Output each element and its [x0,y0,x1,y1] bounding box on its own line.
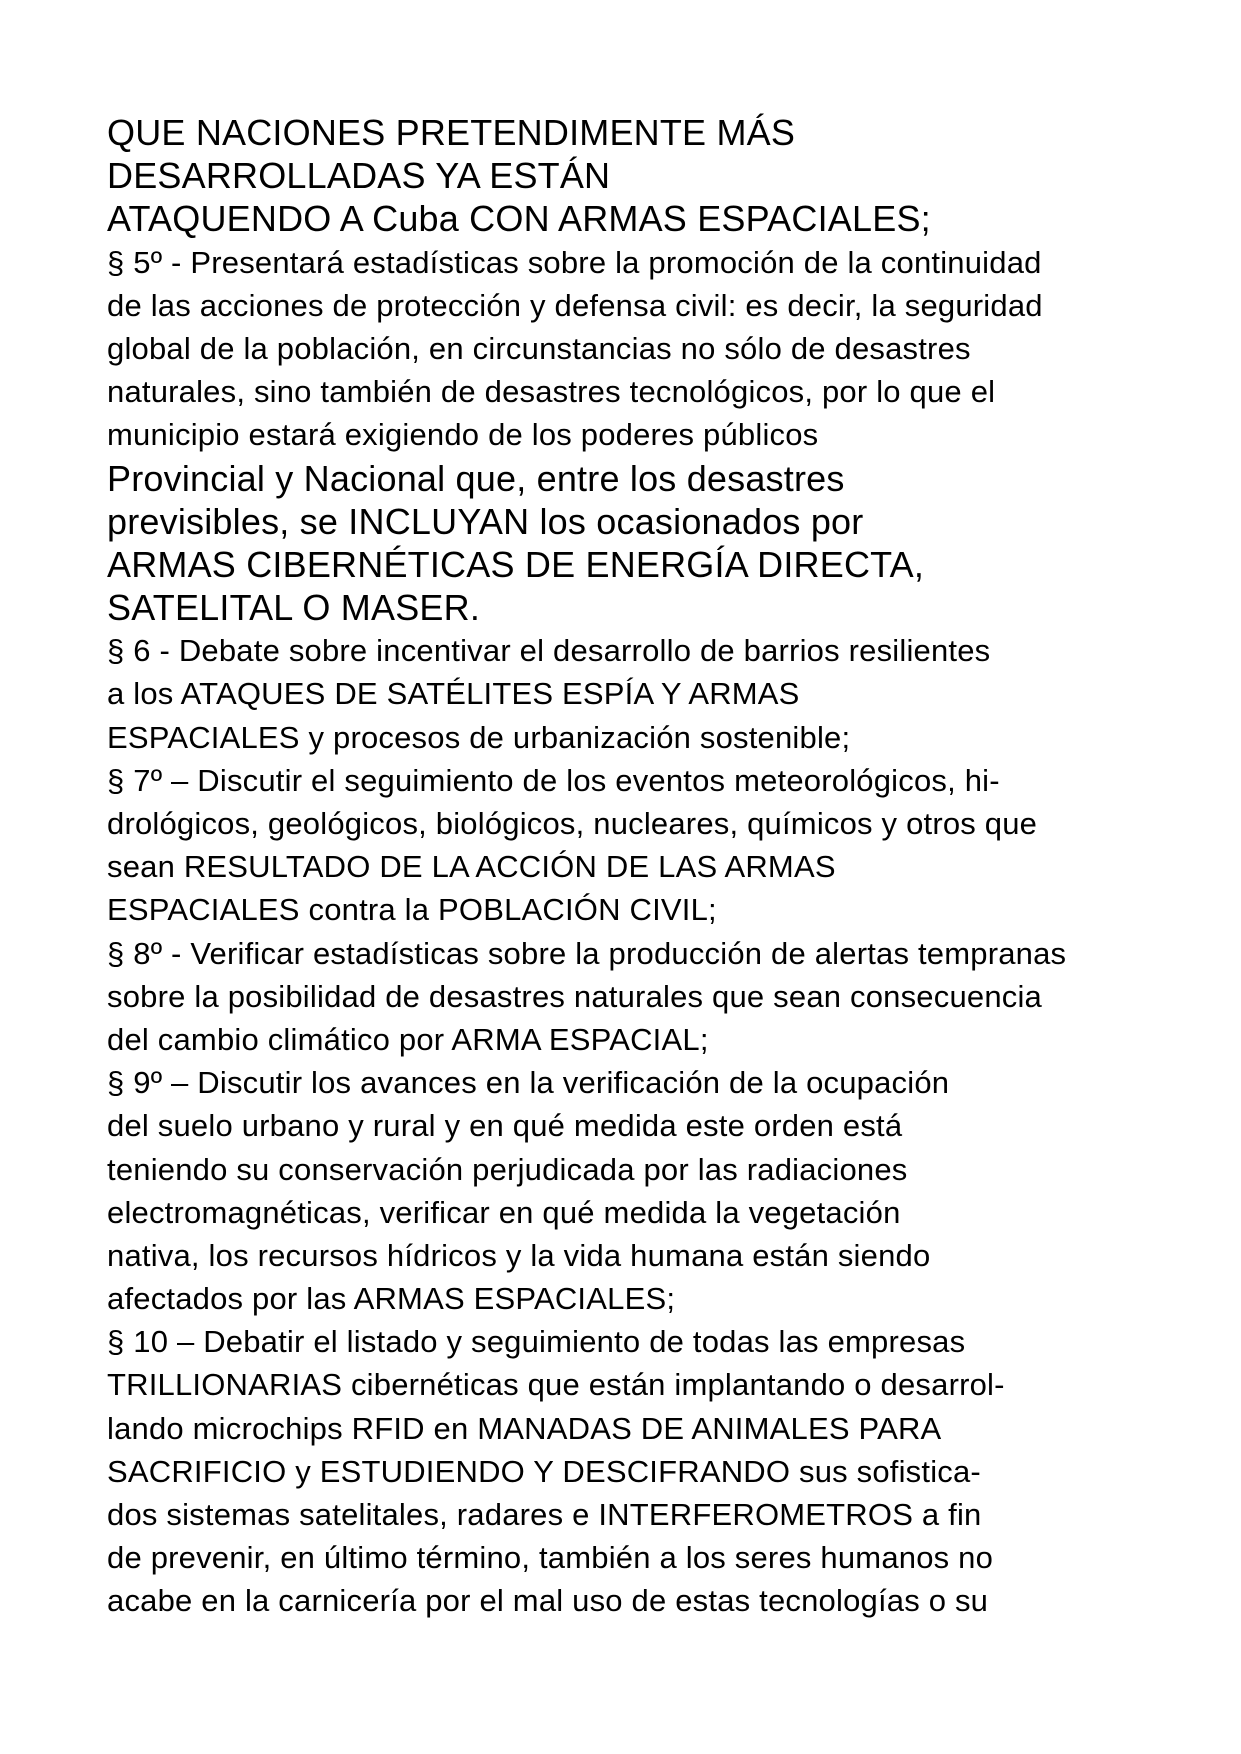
text-line: Provincial y Nacional que, entre los desastres [107,457,845,499]
text-line: dos sistemas satelitales, radares e INTERFEROMETROS a fin [107,1497,982,1532]
text-line: sean RESULTADO DE LA ACCIÓN DE LAS ARMAS [107,849,836,885]
text-line: de prevenir, en último término, también a los seres humanos no [107,1540,994,1576]
text-line: teniendo su conservación perjudicada por las radiaciones [107,1151,908,1187]
text-line: nativa, los recursos hídricos y la vida humana están siendo [107,1237,931,1273]
text-line: acabe en la carnicería por el mal uso de estas tecnologías o su [107,1583,989,1619]
text-line: ESPACIALES y procesos de urbanización sostenible; [107,719,851,755]
text-line: drológicos, geológicos, biológicos, nucleares, químicos y otros que [107,806,1038,841]
text-line: § 7º – Discutir el seguimiento de los eventos meteorológicos, hi- [107,762,1000,798]
text-line: global de la población, en circunstancias no sólo de desastres [107,330,971,366]
text-line: DESARROLLADAS YA ESTÁN [107,155,611,197]
text-line: § 8º - Verificar estadísticas sobre la producción de alertas tempranas [107,935,1067,971]
text-line: previsibles, se INCLUYAN los ocasionados por [107,500,864,542]
text-line: del cambio climático por ARMA ESPACIAL; [107,1021,709,1057]
text-line: TRILLIONARIAS cibernéticas que están implantando o desarrol- [107,1367,1005,1403]
document-text-block [107,111,1137,1623]
text-line: SACRIFICIO y ESTUDIENDO Y DESCIFRANDO sus sofistica- [107,1453,981,1489]
text-line: QUE NACIONES PRETENDIMENTE MÁS [107,112,796,153]
text-line: ESPACIALES contra la POBLACIÓN CIVIL; [107,892,717,928]
text-line: lando microchips RFID en MANADAS DE ANIMALES PARA [107,1410,942,1446]
text-line: § 10 – Debatir el listado y seguimiento de todas las empresas [107,1324,966,1360]
text-line: del suelo urbano y rural y en qué medida este orden está [107,1108,903,1144]
text-line: municipio estará exigiendo de los poderes públicos [107,417,819,453]
text-line: afectados por las ARMAS ESPACIALES; [107,1281,676,1317]
text-line: de las acciones de protección y defensa civil: es decir, la seguridad [107,287,1043,323]
text-line: sobre la posibilidad de desastres naturales que sean consecuencia [107,978,1042,1014]
text-line: ATAQUENDO A Cuba CON ARMAS ESPACIALES; [107,198,931,240]
text-line: naturales, sino también de desastres tecnológicos, por lo que el [107,374,996,410]
text-line: ARMAS CIBERNÉTICAS DE ENERGÍA DIRECTA, [107,543,925,585]
text-line: § 9º – Discutir los avances en la verificación de la ocupación [107,1065,950,1101]
text-line: § 6 - Debate sobre incentivar el desarrollo de barrios resilientes [107,633,991,669]
text-line: electromagnéticas, verificar en qué medida la vegetación [107,1194,901,1230]
text-line: a los ATAQUES DE SATÉLITES ESPÍA Y ARMAS [107,676,800,712]
text-line: SATELITAL O MASER. [107,587,481,629]
text-line: § 5º - Presentará estadísticas sobre la promoción de la continuidad [107,244,1042,280]
